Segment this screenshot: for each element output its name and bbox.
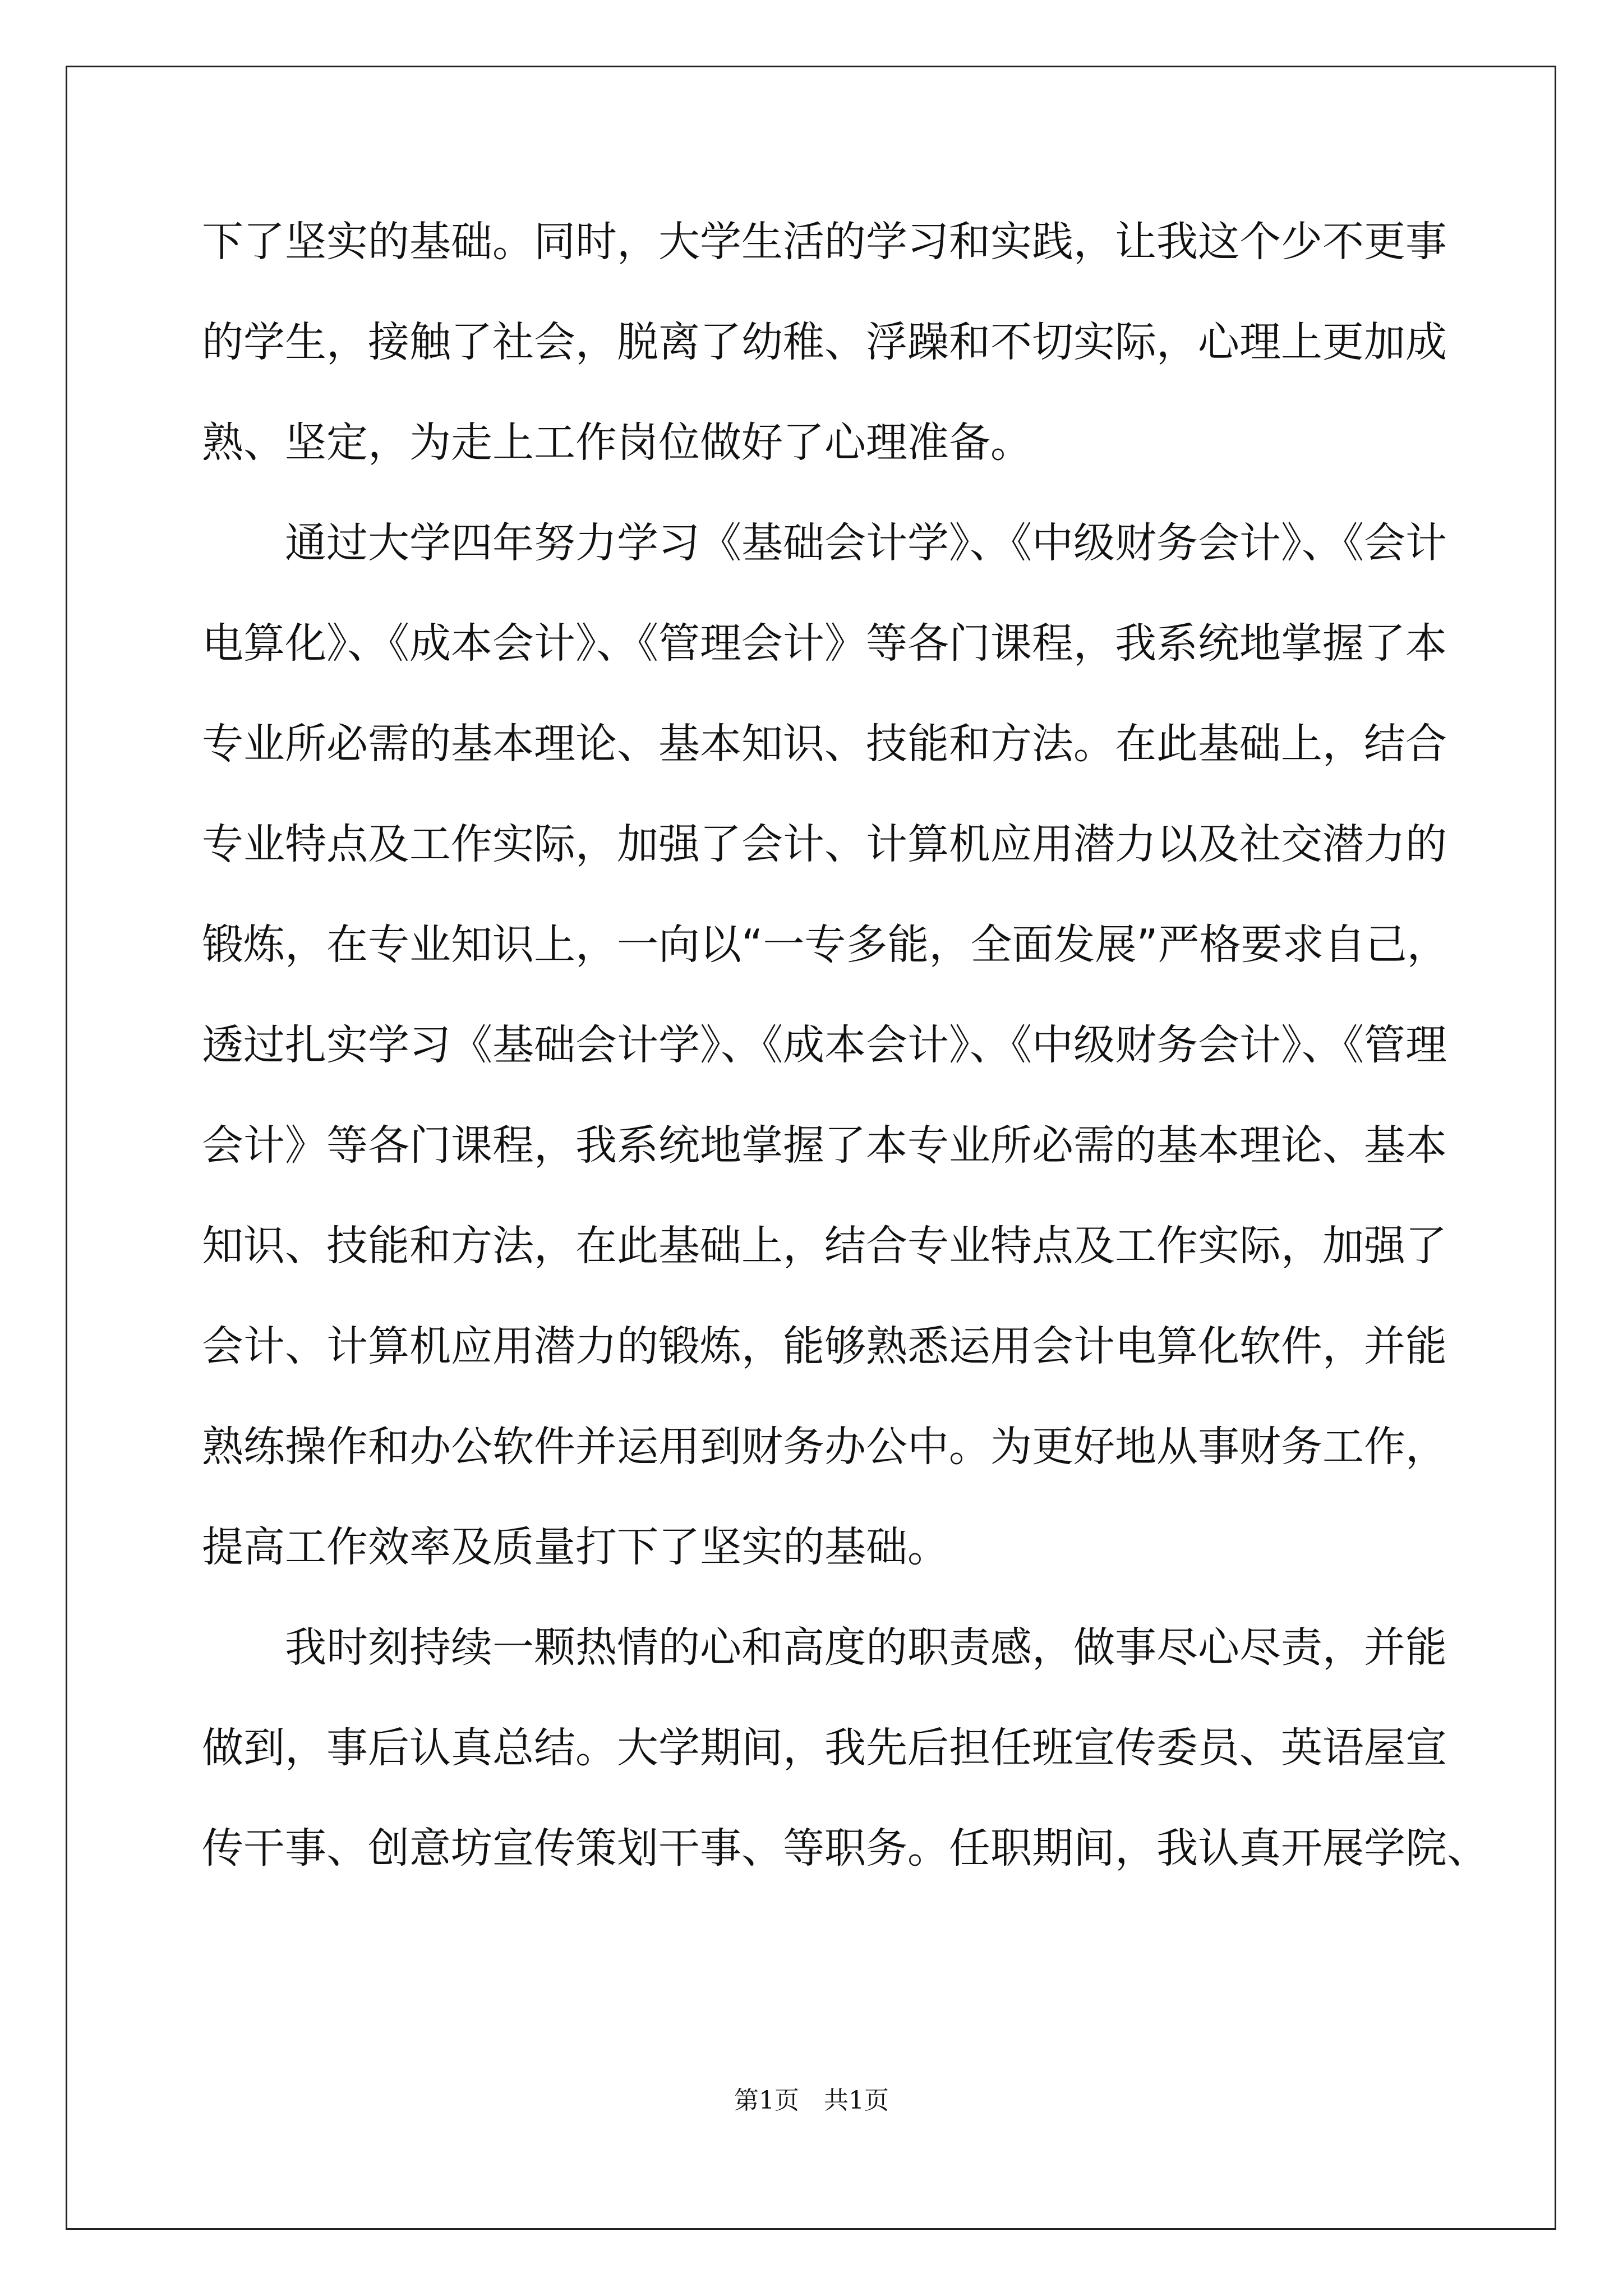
text-line: 熟练操作和办公软件并运用到财务办公中。为更好地从事财务工作，: [202, 1423, 1447, 1471]
text-line: 会计、计算机应用潜力的锻炼，能够熟悉运用会计电算化软件，并能: [202, 1322, 1447, 1370]
text-line: 通过大学四年努力学习《基础会计学》、《中级财务会计》、《会计: [285, 519, 1447, 567]
paragraph-2: [202, 518, 1449, 1622]
text-line: 我时刻持续一颗热情的心和高度的职责感，做事尽心尽责，并能: [285, 1623, 1447, 1672]
text-line: 专业特点及工作实际，加强了会计、计算机应用潜力以及社交潜力的: [202, 820, 1447, 868]
page-footer: [0, 2085, 1623, 2116]
text-line: 熟、坚定，为走上工作岗位做好了心理准备。: [202, 418, 1032, 467]
paragraph-3: [202, 1622, 1488, 1924]
text-line: 提高工作效率及质量打下了坚实的基础。: [202, 1523, 949, 1571]
text-line: 电算化》、《成本会计》、《管理会计》等各门课程，我系统地掌握了本: [202, 619, 1447, 668]
text-line: 知识、技能和方法，在此基础上，结合专业特点及工作实际，加强了: [202, 1222, 1447, 1270]
page-number-label: 第1页 共1页: [734, 2086, 889, 2115]
document-body: [202, 217, 1488, 1924]
text-line: 做到，事后认真总结。大学期间，我先后担任班宣传委员、英语屋宣: [202, 1724, 1447, 1772]
text-line: 下了坚实的基础。同时，大学生活的学习和实践，让我这个少不更事: [202, 218, 1447, 266]
text-line: 传干事、创意坊宣传策划干事、等职务。任职期间，我认真开展学院、: [202, 1824, 1488, 1872]
text-line: 锻炼，在专业知识上，一向以“一专多能，全面发展”严格要求自己，: [202, 921, 1449, 969]
text-line: 的学生，接触了社会，脱离了幼稚、浮躁和不切实际，心理上更加成: [202, 318, 1447, 366]
text-line: 会计》等各门课程，我系统地掌握了本专业所必需的基本理论、基本: [202, 1121, 1447, 1170]
text-line: 透过扎实学习《基础会计学》、《成本会计》、《中级财务会计》、《管理: [202, 1021, 1447, 1069]
paragraph-1: [202, 217, 1447, 518]
text-line: 专业所必需的基本理论、基本知识、技能和方法。在此基础上，结合: [202, 720, 1447, 768]
